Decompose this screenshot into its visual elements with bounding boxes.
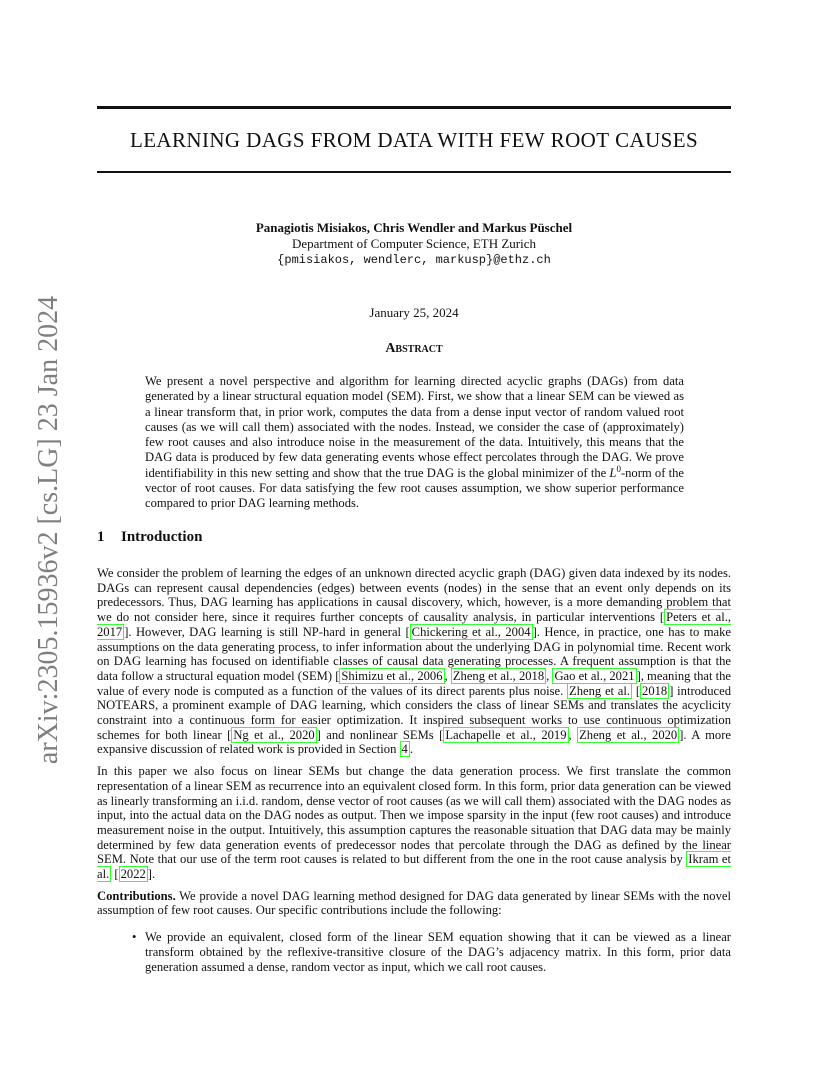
contributions-lead: Contributions. [97,888,176,903]
citation-link[interactable]: 2022 [120,867,146,882]
arxiv-identifier[interactable]: arXiv:2305.15936v2 [cs.LG] 23 Jan 2024 [33,295,64,765]
citation-link[interactable]: Shimizu et al., 2006 [341,668,443,683]
author-block [97,220,731,268]
abstract-text: We present a novel perspective and algorithm for learning directed acyclic graphs (DAGs) from data generated by a linear structural equation model (SEM). First, we show that a linear SEM can be viewed as a linear transform that, in prior work, computes the data from a dense input vector of random valued root causes (as we will call them) associated with the nodes. Instead, we consider the case of (approximately) few root causes and also introduce noise in the measurement of the data. Intuitively, this means that the DAG data is produced by few data generating events whose effect percolates through the DAG. We prove identifiability in this new setting and show that the true DAG is the global minimizer of the $L^0$-norm of the vector of root causes. For data satisfying the few root causes assumption, we show superior performance compared to prior DAG learning methods. [145,374,685,511]
citation-link[interactable]: Zheng et al. [569,683,631,698]
author-names: Panagiotis Misiakos, Chris Wendler and Markus Püschel [255,220,573,235]
author-emails: {pmisiakos, wendlerc, markusp}@ethz.ch [277,253,551,267]
citation-link[interactable]: Ikram et al. [97,852,731,882]
section-ref-link[interactable]: 4 [401,742,408,757]
citation-link[interactable]: Gao et al., 2021 [554,668,635,683]
intro-paragraph-1: We consider the problem of learning the edges of an unknown directed acyclic graph (DAG) given data indexed by its nodes. DAGs can represent causal dependencies (edges) between events (nodes) in the sense that an event only depends on its predecessors. Thus, DAG learning has applications in causal discovery, which, however, is a more demanding problem that we do not consider here, since it requires further concepts of causality analysis, in particular interventions [ Peters et al., 2017 ]. However, DAG learning is still NP-hard in general [ Chickering et al., 2004 ]. Hence, in practice, one has to make assumptions on the data generating process, to infer information about the underlying DAG in polynomial time. Recent work on DAG learning has focused on identifiable classes of causal data generating processes. A frequent assumption is that the data follow a structural equation model (SEM) [ Shimizu et al., 2006 , Zheng et al., 2018 , Gao et al., 2021 ], meaning that the value of every node is computed as a function of the values of its direct parents plus noise. Zheng et al. [ 2018 ] introduced NOTEARS, a prominent example of DAG learning, which considers the class of linear SEMs and translates the acyclicity constraint into a continuous form for easier optimization. It inspired subsequent works to use continuous optimization schemes for both linear [ Ng et al., 2020 ] and nonlinear SEMs [ Lachapelle et al., 2019 , Zheng et al., 2020 ]. A more expansive discussion of related work is provided in Section 4 . [97,566,732,757]
title-top-rule [97,106,731,109]
bullet-icon: • [132,930,137,945]
contributions-list [97,930,731,974]
contributions-paragraph: Contributions. We provide a novel DAG learning method designed for DAG data generated by linear SEMs with the novel assumption of few root causes. Our specific contributions include the following: [97,888,731,918]
affiliation: Department of Computer Science, ETH Zurich [291,236,537,251]
list-item: • We provide an equivalent, closed form of the linear SEM equation showing that it can be viewed as a linear transform obtained by the reflexive-transitive closure of the DAG’s adjacency matrix. In this form, prior data generation assumed a dense, random vector as input, which we call root causes. [132,930,731,974]
citation-link[interactable]: Peters et al., 2017 [97,610,731,639]
abstract-heading: Abstract [385,341,443,356]
title-bottom-rule [97,171,731,173]
citation-link[interactable]: Zheng et al., 2018 [452,668,545,683]
paper-date: January 25, 2024 [369,305,459,320]
section-heading-introduction: 1 Introduction [97,529,203,545]
introduction-body [97,566,731,974]
citation-link[interactable]: 2018 [642,683,668,698]
citation-link[interactable]: Zheng et al., 2020 [579,727,678,742]
citation-link[interactable]: Chickering et al., 2004 [411,624,531,639]
citation-link[interactable]: Lachapelle et al., 2019 [445,727,567,742]
paper-title: LEARNING DAGS FROM DATA WITH FEW ROOT CAUSES [129,128,699,152]
intro-paragraph-2: In this paper we also focus on linear SEMs but change the data generation process. We first translate the common representation of a linear SEM as recurrence into an equivalent closed form. In this form, prior data generation can be viewed as linearly transforming an i.i.d. random, dense vector of root causes (as we will call them) associated with the DAG nodes as input, into the actual data on the DAG nodes as output. Then we impose sparsity in the input (few root causes) and introduce measurement noise in the output. Intuitively, this assumption captures the reasonable situation that DAG data may be mainly determined by few data generation events of predecessor nodes that percolate through the DAG as defined by the linear SEM. Note that our use of the term root causes is related to but different from the one in the root cause analysis by Ikram et al. [ 2022 ]. [97,764,731,882]
citation-link[interactable]: Ng et al., 2020 [233,727,315,742]
